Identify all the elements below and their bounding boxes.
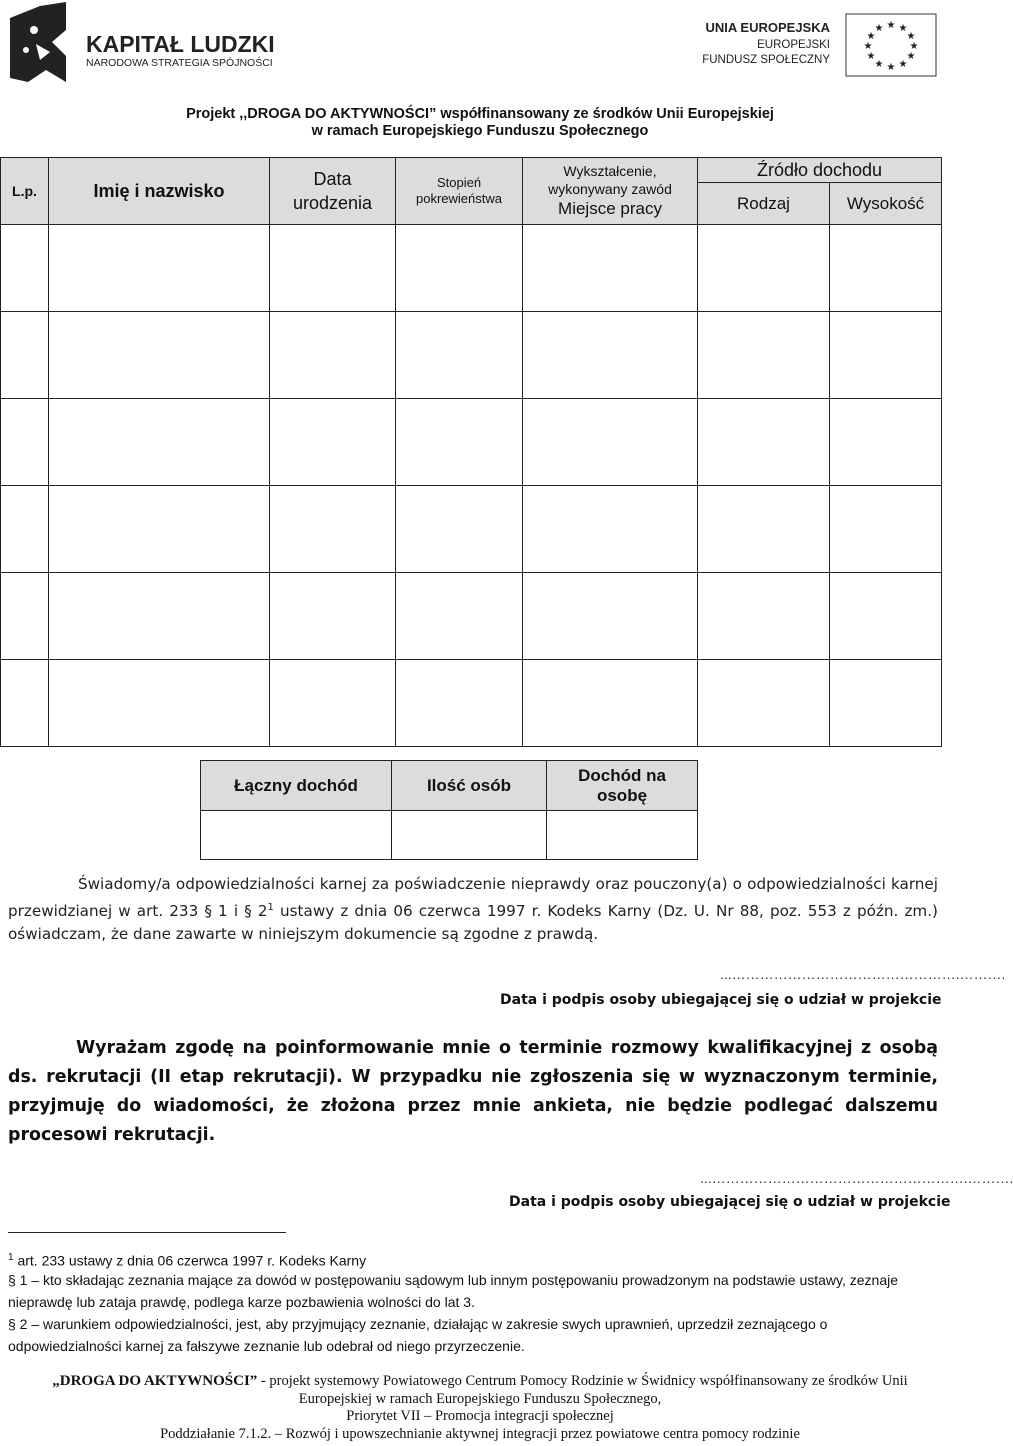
table-cell[interactable] <box>270 486 396 573</box>
svg-text:★: ★ <box>898 59 908 70</box>
table-cell[interactable] <box>523 225 698 312</box>
signature-dots-1: ...………………………………………….………. <box>720 966 1006 982</box>
table-cell[interactable] <box>270 399 396 486</box>
table-cell[interactable] <box>396 486 523 573</box>
footnote-mark: 1 <box>8 1252 14 1263</box>
col-header-lp: L.p. <box>1 158 49 225</box>
project-title-line2: w ramach Europejskiego Funduszu Społecznego <box>311 123 649 139</box>
table-cell[interactable] <box>396 312 523 399</box>
col-header-income-per-person <box>547 761 698 811</box>
table-cell[interactable] <box>1 399 49 486</box>
col-header-income-per-person-1: Dochód na <box>578 765 666 785</box>
table-row <box>1 399 942 486</box>
table-cell[interactable] <box>698 660 830 747</box>
footer-line1-text: - projekt systemowy Powiatowego Centrum Pomocy Rodzinie w Świdnicy współfinansowany ze środków Unii <box>257 1373 908 1389</box>
table-cell[interactable] <box>830 399 942 486</box>
footnote-divider <box>8 1232 286 1233</box>
col-header-education-2: wykonywany zawód <box>548 181 672 197</box>
col-header-kinship-1: Stopień <box>436 175 482 190</box>
footer-line3: Priorytet VII – Promocja integracji społecznej <box>346 1408 614 1424</box>
eu-logo-line2: EUROPEJSKI <box>757 39 830 51</box>
consent-paragraph: Wyrażam zgodę na poinformowanie mnie o terminie rozmowy kwalifikacyjnej z osobą ds. rekrutacji (II etap rekrutacji). W przypadku nie zgłoszenia się w wyznaczonym terminie, przyjmuję do wiadomości, że złożona przez mnie ankieta, nie będzie podlegać dalszemu procesowi rekrutacji. <box>8 1038 938 1145</box>
svg-text:★: ★ <box>874 59 884 70</box>
table-cell[interactable] <box>523 573 698 660</box>
table-cell[interactable] <box>830 660 942 747</box>
footer-project-name: „DROGA DO AKTYWNOŚCI” <box>52 1373 258 1389</box>
footer-line1 <box>0 1373 960 1391</box>
table-cell[interactable] <box>1 312 49 399</box>
svg-text:★: ★ <box>909 41 919 52</box>
household-table <box>0 157 942 747</box>
table-cell[interactable] <box>396 225 523 312</box>
col-header-income-type: Rodzaj <box>698 183 830 225</box>
table-cell[interactable] <box>49 312 270 399</box>
svg-text:★: ★ <box>886 62 896 73</box>
kl-logo-emblem <box>10 2 66 82</box>
footer-line4: Poddziałanie 7.1.2. – Rozwój i upowszechnianie aktywnej integracji przez powiatowe centra pomocy rodzinie <box>160 1425 800 1442</box>
col-header-total-income: Łączny dochód <box>201 761 392 811</box>
kapital-ludzki-logo <box>6 0 296 86</box>
col-header-kinship <box>396 158 523 225</box>
footnote-paragraph-2: § 2 – warunkiem odpowiedzialności, jest, aby przyjmujący zeznanie, działając w zakresie swych uprawnień, uprzedził zeznającego o odpowiedzialności karnej za fałszywe zeznanie lub odebrał od niego przyrzeczenie. <box>8 1316 828 1354</box>
table-cell[interactable] <box>270 225 396 312</box>
table-cell[interactable] <box>830 225 942 312</box>
table-row <box>1 225 942 312</box>
svg-text:★: ★ <box>906 51 916 62</box>
col-header-birthdate-1: Data <box>313 169 352 189</box>
signature-label-1: Data i podpis osoby ubiegającej się o udział w projekcie <box>500 992 942 1008</box>
eu-logo <box>700 12 940 78</box>
col-header-kinship-2: pokrewieństwa <box>416 191 502 206</box>
income-summary-table <box>200 760 698 860</box>
table-cell[interactable] <box>270 573 396 660</box>
footnote-1 <box>8 1247 938 1272</box>
table-cell[interactable] <box>523 312 698 399</box>
table-cell[interactable] <box>396 573 523 660</box>
table-cell[interactable] <box>698 486 830 573</box>
table-cell[interactable] <box>523 660 698 747</box>
table-cell[interactable] <box>523 399 698 486</box>
col-header-education <box>523 158 698 225</box>
footnote-paragraph-1: § 1 – kto składając zeznania mające za dowód w postępowaniu sądowym lub innym postępowaniu prowadzonym na podstawie ustawy, zeznaje nieprawdę lub zataja prawdę, podlega karze pozbawienia wolności do lat 3. <box>8 1272 899 1310</box>
table-cell[interactable] <box>830 486 942 573</box>
table-row <box>1 660 942 747</box>
eu-logo-line3: FUNDUSZ SPOŁECZNY <box>702 54 830 66</box>
footnote-1-text: art. 233 ustawy z dnia 06 czerwca 1997 r. Kodeks Karny <box>13 1252 367 1269</box>
statement-paragraph <box>8 873 938 946</box>
table-cell[interactable] <box>49 660 270 747</box>
table-cell[interactable] <box>1 573 49 660</box>
col-header-income-amount: Wysokość <box>830 183 942 225</box>
person-count-cell[interactable] <box>392 811 547 860</box>
footnote-ref: 1 <box>267 902 274 913</box>
table-cell[interactable] <box>1 660 49 747</box>
project-title-line1: Projekt ,,DROGA DO AKTYWNOŚCI” współfinansowany ze środków Unii Europejskiej <box>186 106 774 122</box>
col-header-income-source: Źródło dochodu <box>698 158 942 183</box>
kl-logo-sub: NARODOWA STRATEGIA SPÓJNOŚCI <box>86 57 273 69</box>
col-header-person-count: Ilość osób <box>392 761 547 811</box>
table-cell[interactable] <box>698 225 830 312</box>
table-cell[interactable] <box>270 660 396 747</box>
table-cell[interactable] <box>270 312 396 399</box>
col-header-birthdate <box>270 158 396 225</box>
table-cell[interactable] <box>49 225 270 312</box>
col-header-education-1: Wykształcenie, <box>563 163 657 179</box>
svg-text:★: ★ <box>906 31 916 42</box>
table-cell[interactable] <box>49 399 270 486</box>
table-cell[interactable] <box>698 312 830 399</box>
table-cell[interactable] <box>830 573 942 660</box>
table-cell[interactable] <box>1 225 49 312</box>
eu-logo-line1: UNIA EUROPEJSKA <box>705 20 830 35</box>
svg-text:★: ★ <box>886 20 896 31</box>
table-cell[interactable] <box>698 573 830 660</box>
col-header-income-per-person-2: osobę <box>596 785 648 805</box>
table-row <box>1 486 942 573</box>
svg-text:★: ★ <box>874 23 884 34</box>
signature-dots-2: ...……………………………………………….………. <box>700 1170 1013 1186</box>
svg-text:★: ★ <box>863 41 873 52</box>
income-per-person-cell[interactable] <box>547 811 698 860</box>
table-cell[interactable] <box>396 399 523 486</box>
svg-text:★: ★ <box>866 51 876 62</box>
page-footer <box>0 1373 960 1443</box>
signature-label-2: Data i podpis osoby ubiegającej się o udział w projekcie <box>509 1194 951 1210</box>
table-cell[interactable] <box>830 312 942 399</box>
svg-text:★: ★ <box>866 31 876 42</box>
svg-text:★: ★ <box>898 23 908 34</box>
footer-line2: Europejskiej w ramach Europejskiego Funduszu Społecznego, <box>298 1390 662 1407</box>
col-header-name: Imię i nazwisko <box>49 158 270 225</box>
table-row <box>1 573 942 660</box>
table-row <box>1 312 942 399</box>
table-cell[interactable] <box>523 486 698 573</box>
table-cell[interactable] <box>1 486 49 573</box>
table-cell[interactable] <box>396 660 523 747</box>
statement-text-a: Świadomy/a odpowiedzialności karnej za poświadczenie nieprawdy oraz pouczony(a) o odpowiedzialności karnej przewidzianej w art. 233 § 1 i § 2 <box>8 875 938 921</box>
table-cell[interactable] <box>49 486 270 573</box>
table-row <box>201 811 698 860</box>
col-header-birthdate-2: urodzenia <box>292 193 373 213</box>
statement-text-b: ustawy z dnia 06 czerwca 1997 r. Kodeks Karny (Dz. U. Nr 88, poz. 553 z późn. zm.) oświadczam, że dane zawarte w niniejszym dokumencie są zgodne z prawdą. <box>8 902 938 944</box>
total-income-cell[interactable] <box>201 811 392 860</box>
table-cell[interactable] <box>698 399 830 486</box>
table-cell[interactable] <box>49 573 270 660</box>
col-header-workplace: Miejsce pracy <box>558 199 662 218</box>
kl-logo-name: KAPITAŁ LUDZKI <box>86 31 275 57</box>
